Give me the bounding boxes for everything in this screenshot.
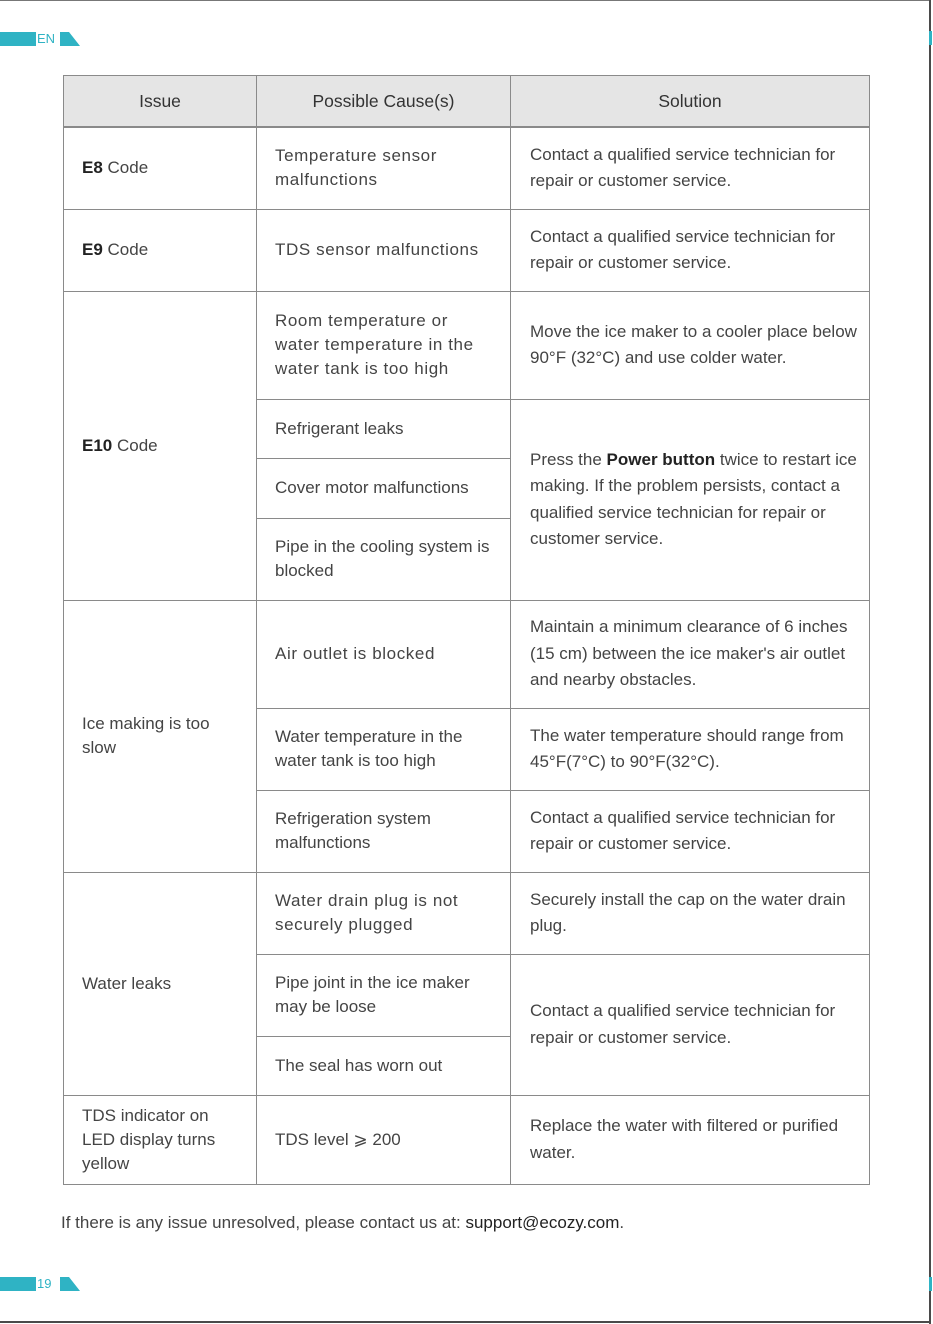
issue-cell: TDS indicator on LED display turns yellow	[64, 1095, 257, 1184]
solution-cell: Securely install the cap on the water drain plug.	[511, 872, 870, 954]
error-code: E8	[82, 158, 103, 178]
support-note: If there is any issue unresolved, please contact us at: support@ecozy.com.	[61, 1213, 625, 1232]
cause-cell: Water temperature in the water tank is too high	[257, 708, 511, 790]
table-row	[64, 209, 870, 291]
cause-cell: Cover motor malfunctions	[257, 458, 511, 518]
solution-cell: Contact a qualified service technician for repair or customer service.	[511, 127, 870, 209]
cause-cell: Air outlet is blocked	[257, 600, 511, 708]
solution-cell: Replace the water with filtered or purified water.	[511, 1095, 870, 1184]
page-number-tab	[0, 1277, 80, 1291]
column-header-cause: Possible Cause(s)	[257, 76, 511, 128]
cause-cell: Pipe in the cooling system is blocked	[257, 518, 511, 600]
solution-cell: Maintain a minimum clearance of 6 inches (15 cm) between the ice maker's air outlet and nearby obstacles.	[511, 600, 870, 708]
cause-cell: Water drain plug is not securely plugged	[257, 872, 511, 954]
cause-cell: TDS level ⩾ 200	[257, 1095, 511, 1184]
cause-cell: TDS sensor malfunctions	[257, 209, 511, 291]
column-header-issue: Issue	[64, 76, 257, 128]
edge-marker	[929, 1277, 932, 1291]
issue-cell: Ice making is too slow	[64, 600, 257, 872]
table-header-row	[64, 76, 870, 128]
cause-cell: Temperature sensor malfunctions	[257, 127, 511, 209]
cause-cell: Refrigerant leaks	[257, 399, 511, 458]
table-row	[64, 872, 870, 954]
page-border-right	[929, 0, 931, 1324]
solution-cell: Move the ice maker to a cooler place below 90°F (32°C) and use colder water.	[511, 291, 870, 399]
support-email: support@ecozy.com	[465, 1213, 620, 1232]
solution-cell: Contact a qualified service technician for repair or customer service.	[511, 790, 870, 872]
table-row	[64, 600, 870, 708]
troubleshooting-table	[63, 75, 870, 1185]
language-tab	[0, 32, 80, 46]
error-code: E10	[82, 435, 113, 455]
cause-cell: Refrigeration system malfunctions	[257, 790, 511, 872]
table-row	[64, 1095, 870, 1184]
solution-cell: Contact a qualified service technician for repair or customer service.	[511, 209, 870, 291]
cause-cell: Pipe joint in the ice maker may be loose	[257, 954, 511, 1036]
page-number: 19	[37, 1276, 52, 1291]
edge-marker	[929, 31, 932, 45]
cause-cell: The seal has worn out	[257, 1036, 511, 1095]
issue-cell: E9 Code	[64, 209, 257, 291]
issue-cell: E8 Code	[64, 127, 257, 209]
table-row	[64, 291, 870, 399]
power-button-reference: Power button	[606, 449, 716, 469]
page-border-bottom	[0, 1321, 931, 1323]
error-code: E9	[82, 240, 103, 259]
cause-cell: Room temperature or water temperature in the water tank is too high	[257, 291, 511, 399]
solution-cell: The water temperature should range from 45°F(7°C) to 90°F(32°C).	[511, 708, 870, 790]
column-header-solution: Solution	[511, 76, 870, 128]
page-border-top	[0, 0, 931, 1]
solution-cell: Contact a qualified service technician for repair or customer service.	[511, 954, 870, 1095]
solution-cell: Press the Power button twice to restart ice making. If the problem persists, contact a qualified service technician for repair or customer service.	[511, 399, 870, 600]
issue-cell: E10 Code	[64, 291, 257, 600]
language-label: EN	[37, 31, 56, 46]
table-row	[64, 127, 870, 209]
issue-cell: Water leaks	[64, 872, 257, 1095]
